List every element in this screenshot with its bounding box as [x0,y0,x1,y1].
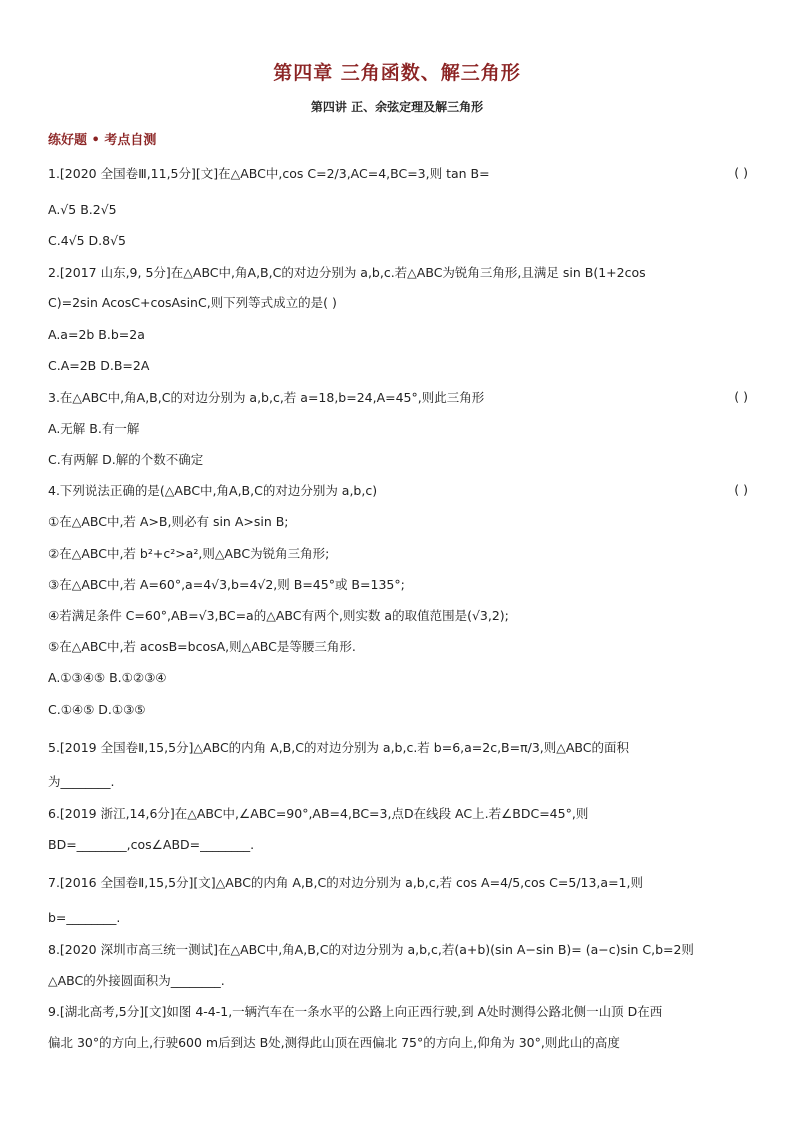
question-4-options-1: A.①③④⑤ B.①②③④ [48,670,167,685]
section-label: 练好题 • 考点自测 [48,133,157,148]
question-4-statement-4: ④若满足条件 C=60°,AB=√3,BC=a的△ABC有两个,则实数 a的取值范围是(√3,2); [48,608,509,623]
question-4-statement-5: ⑤在△ABC中,若 acosB=bcosA,则△ABC是等腰三角形. [48,639,356,654]
question-7-line-1: 7.[2016 全国卷Ⅱ,15,5分][文]△ABC的内角 A,B,C的对边分别为 a,b,c,若 cos A=4/5,cos C=5/13,a=1,则 [48,875,643,890]
chapter-title: 第四章 三角函数、解三角形 [273,62,521,84]
question-9-line-2: 偏北 30°的方向上,行驶600 m后到达 B处,测得此山顶在西偏北 75°的方向上,仰角为 30°,则此山的高度 [48,1035,620,1050]
question-2-options-2: C.A=2B D.B=2A [48,358,150,373]
question-1-options-1: A.√5 B.2√5 [48,202,117,217]
question-3-line-1: 3.在△ABC中,角A,B,C的对边分别为 a,b,c,若 a=18,b=24,A=45°,则此三角形 [48,390,485,405]
question-3-answer-paren: ( ) [734,389,748,404]
question-3-options-1: A.无解 B.有一解 [48,421,140,436]
question-5-line-1: 5.[2019 全国卷Ⅱ,15,5分]△ABC的内角 A,B,C的对边分别为 a,b,c.若 b=6,a=2c,B=π/3,则△ABC的面积 [48,740,630,755]
question-1-options-2: C.4√5 D.8√5 [48,233,127,248]
question-8-line-1: 8.[2020 深圳市高三统一测试]在△ABC中,角A,B,C的对边分别为 a,b,c,若(a+b)(sin A−sin B)= (a−c)sin C,b=2则 [48,942,694,957]
question-5-line-2: 为________. [48,774,115,789]
question-3-options-2: C.有两解 D.解的个数不确定 [48,452,204,467]
question-4-answer-paren: ( ) [734,482,748,497]
question-6-line-2: BD=________,cos∠ABD=________. [48,837,255,852]
question-4-options-2: C.①④⑤ D.①③⑤ [48,702,146,717]
question-2-line-2: C)=2sin AcosC+cosAsinC,则下列等式成立的是( ) [48,295,337,310]
question-8-line-2: △ABC的外接圆面积为________. [48,973,225,988]
question-4-statement-3: ③在△ABC中,若 A=60°,a=4√3,b=4√2,则 B=45°或 B=135°; [48,577,405,592]
question-6-line-1: 6.[2019 浙江,14,6分]在△ABC中,∠ABC=90°,AB=4,BC=3,点D在线段 AC上.若∠BDC=45°,则 [48,806,589,821]
question-7-line-2: b=________. [48,910,121,925]
question-4-statement-1: ①在△ABC中,若 A>B,则必有 sin A>sin B; [48,514,289,529]
question-2-options-1: A.a=2b B.b=2a [48,327,145,342]
question-1-line-1: 1.[2020 全国卷Ⅲ,11,5分][文]在△ABC中,cos C=2/3,AC=4,BC=3,则 tan B= [48,166,490,181]
question-2-line-1: 2.[2017 山东,9, 5分]在△ABC中,角A,B,C的对边分别为 a,b,c.若△ABC为锐角三角形,且满足 sin B(1+2cos [48,265,646,280]
question-9-line-1: 9.[湖北高考,5分][文]如图 4-4-1,一辆汽车在一条水平的公路上向正西行驶,到 A处时测得公路北侧一山顶 D在西 [48,1004,663,1019]
question-4-line-1: 4.下列说法正确的是(△ABC中,角A,B,C的对边分别为 a,b,c) [48,483,378,498]
question-1-answer-paren: ( ) [734,165,748,180]
question-4-statement-2: ②在△ABC中,若 b²+c²>a²,则△ABC为锐角三角形; [48,546,330,561]
lecture-title: 第四讲 正、余弦定理及解三角形 [310,100,484,114]
